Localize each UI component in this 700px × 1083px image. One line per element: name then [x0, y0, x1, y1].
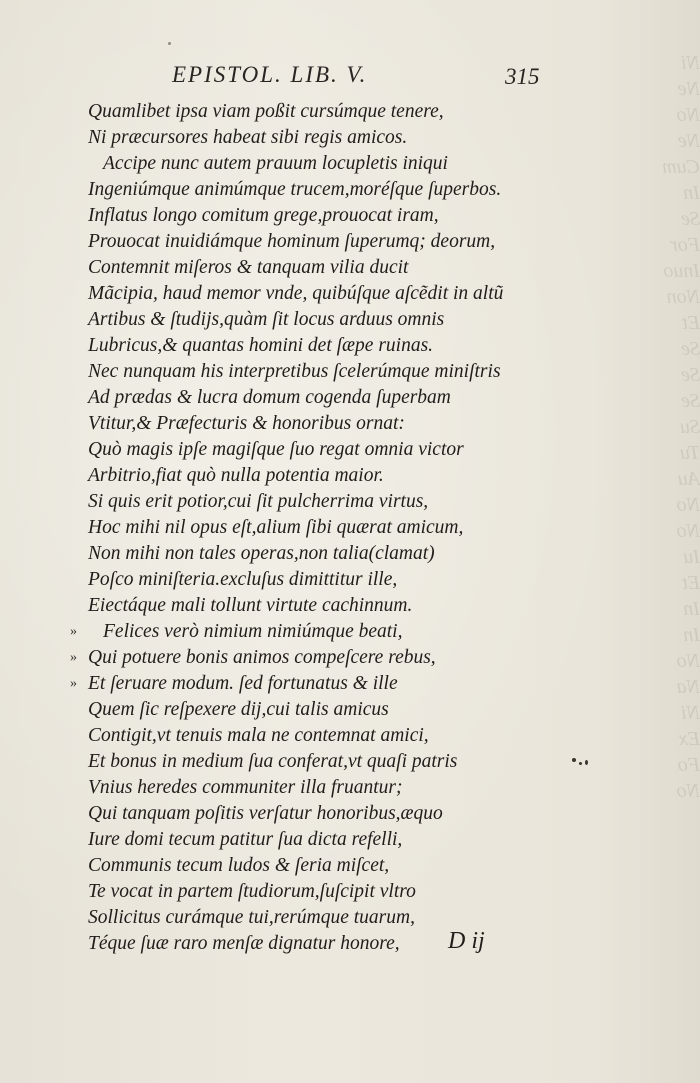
verse-line: Nec nunquam his interpretibus ſcelerúmque miniſtris — [88, 361, 501, 382]
verse-line: Arbitrio,fiat quò nulla potentia maior. — [88, 465, 384, 486]
verse-line: Te vocat in partem ſtudiorum,ſuſcipit vltro — [88, 881, 416, 902]
ink-speck — [579, 762, 582, 765]
verse-line: Qui potuere bonis animos compeſcere rebus, — [88, 647, 436, 668]
verse-line: Non mihi non tales operas,non talia(clamat) — [88, 543, 435, 564]
verse-line: Vtitur,& Præfecturis & honoribus ornat: — [88, 413, 405, 434]
verse-line: Quò magis ipſe magiſque ſuo regat omnia victor — [88, 439, 464, 460]
verse-line: Ingeniúmque animúmque trucem,moréſque ſuperbos. — [88, 179, 502, 200]
verse-line: Quamlibet ipsa viam poßit cursúmque tenere, — [88, 101, 444, 122]
verse-line: Communis tecum ludos & ſeria miſcet, — [88, 855, 390, 876]
verse-line: Contemnit miſeros & tanquam vilia ducit — [88, 257, 409, 278]
quote-marker: » — [70, 624, 77, 639]
page-number: 315 — [505, 64, 540, 89]
verse-line: Felices verò nimium nimiúmque beati, — [103, 621, 403, 642]
bleed-through-text: Ni Ne No Ne Cum In Se For Inuo Non Et Se Se Se Su Tu Au No No Iu Et In In No Na Ni Ex Fo No — [662, 52, 700, 802]
verse-line: Téque ſuæ raro menſæ dignatur honore, — [88, 933, 400, 954]
verse-line: Si quis erit potior,cui ſit pulcherrima virtus, — [88, 491, 429, 512]
ink-speck — [572, 758, 576, 762]
running-title: EPISTOL. LIB. V. — [172, 62, 368, 87]
verse-line: Ad prædas & lucra domum cogenda ſuperbam — [88, 387, 451, 408]
verse-line: Poſco miniſteria.excluſus dimittitur ille, — [88, 569, 398, 590]
verse-line: Hoc mihi nil opus eſt,alium ſibi quærat amicum, — [88, 517, 464, 538]
verse-line: Mãcipia, haud memor vnde, quibúſque aſcẽdit in altũ — [88, 283, 504, 304]
verse-line: Inflatus longo comitum grege,prouocat iram, — [88, 205, 439, 226]
verse-line: Ni præcursores habeat sibi regis amicos. — [88, 127, 408, 148]
verse-line: Iure domi tecum patitur ſua dicta refelli, — [88, 829, 403, 850]
verse-line: Artibus & ſtudijs,quàm ſit locus arduus omnis — [88, 309, 445, 330]
verse-line: Accipe nunc autem prauum locupletis iniqui — [103, 153, 448, 174]
verse-line: Sollicitus curámque tui,rerúmque tuarum, — [88, 907, 415, 928]
quote-marker: » — [70, 650, 77, 665]
verse-line: Et ſeruare modum. ſed fortunatus & ille — [88, 673, 398, 694]
signature-mark: D ij — [448, 928, 485, 954]
verse-line: Lubricus,& quantas homini det ſæpe ruinas. — [88, 335, 434, 356]
verse-line: Eiectáque mali tollunt virtute cachinnum. — [88, 595, 413, 616]
verse-line: Contigit,vt tenuis mala ne contemnat amici, — [88, 725, 429, 746]
quote-marker: » — [70, 676, 77, 691]
verse-line: Et bonus in medium ſua conferat,vt quaſi patris — [88, 751, 458, 772]
ink-speck — [585, 760, 588, 765]
verse-line: Vnius heredes communiter illa fruantur; — [88, 777, 403, 798]
verse-line: Qui tanquam poſitis verſatur honoribus,æquo — [88, 803, 443, 824]
verse-line: Quem ſic reſpexere dij,cui talis amicus — [88, 699, 389, 720]
verse-line: Prouocat inuidiámque hominum ſuperumq; deorum, — [88, 231, 496, 252]
ink-speck — [168, 42, 171, 45]
